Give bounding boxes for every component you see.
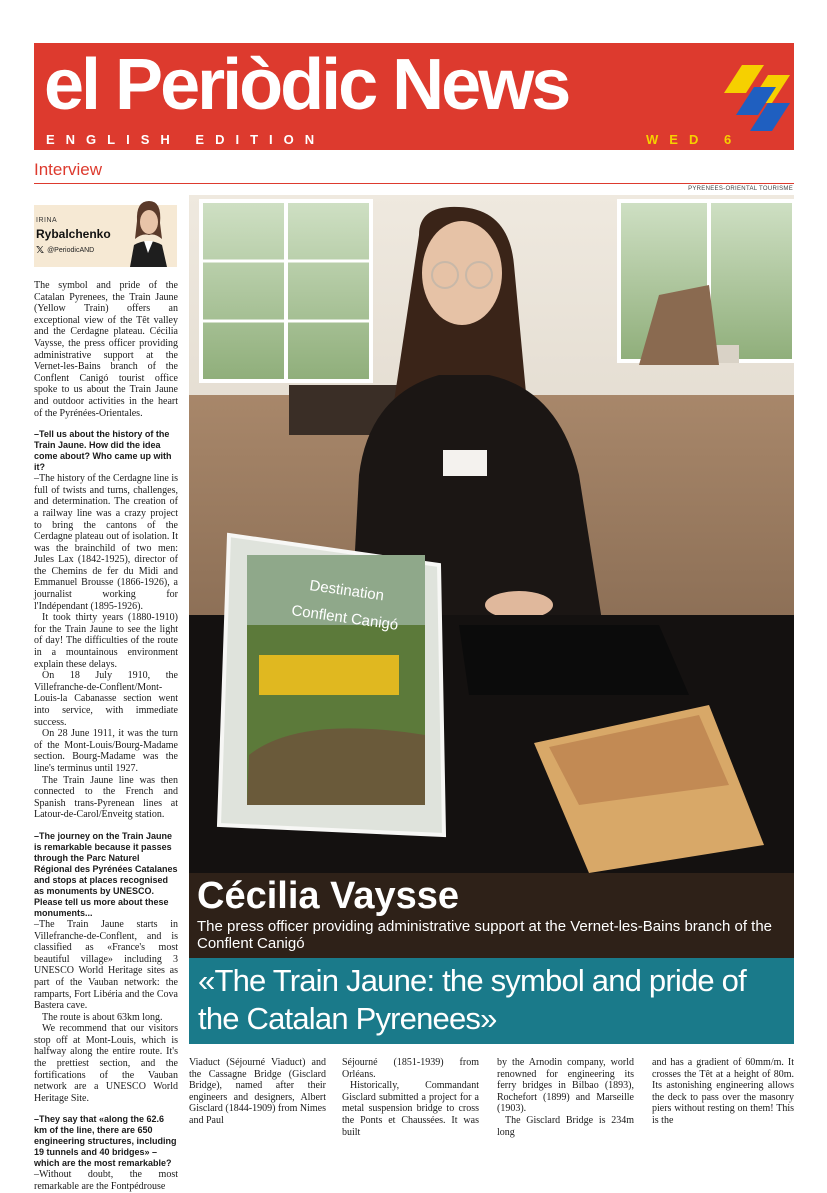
interview-answer: –Without doubt, the most remarkable are the Fontpédrouse xyxy=(34,1169,178,1193)
section-label: Interview xyxy=(34,160,103,179)
headline-quote: «The Train Jaune: the symbol and pride of the Catalan Pyrenees» xyxy=(198,963,746,1036)
interviewee-subtitle: The press officer providing administrative support at the Vernet-les-Bains branch of the Conflent Canigó xyxy=(197,918,773,952)
masthead xyxy=(34,43,794,150)
x-logo-icon: 𝕏 xyxy=(36,245,45,256)
interview-question: –Tell us about the history of the Train Jaune. How did the idea come about? Who came up with it? xyxy=(34,429,172,473)
article-paragraph: The Train Jaune line was then connected to the French and Spanish trans-Pyrenean lines at Latour-de-Carol/Enveitg station. xyxy=(34,774,178,821)
article-paragraph: by the Arnodin company, world renowned for engineering its ferry bridges in Bilbao (1893), Rochefort (1899) and Marseille (1903). xyxy=(497,1057,634,1115)
article-paragraph: The Gisclard Bridge is 234m long xyxy=(497,1114,634,1138)
article-paragraph: Viaduct (Séjourné Viaduct) and the Cassagne Bridge (Gisclard Bridge), named after their engineers and designers, Albert Gisclard (1844-1909) from Nimes and Paul xyxy=(189,1057,326,1126)
interviewee-name: Cécilia Vaysse xyxy=(197,875,459,917)
article-paragraph: Historically, Commandant Gisclard submitted a project for a metal suspension bridge to cross the Ponts et Chaussées. It was built xyxy=(342,1080,479,1138)
article-column-left xyxy=(34,280,178,1193)
article-paragraph: On 18 July 1910, the Villefranche-de-Conflent/Mont-Louis-la Cabanasse section went into service, with immediate success. xyxy=(34,670,178,728)
article-column-5 xyxy=(652,1057,794,1157)
author-portrait xyxy=(120,193,177,267)
article-column-2 xyxy=(189,1057,326,1157)
article-paragraph: We recommend that our visitors stop off at Mont-Louis, which is halfway along the entire route. It's the prettiest section, and the fortifications of the Vauban network are a UNESCO World Heritage Site. xyxy=(34,1023,178,1104)
author-handle-row[interactable] xyxy=(36,245,94,256)
masthead-edition: ENGLISH EDITION xyxy=(46,132,326,147)
stand-line-2: Conflent Canigó xyxy=(290,602,400,634)
stand-line-1: Destination xyxy=(308,577,386,605)
interview-answer: –The Train Jaune starts in Villefranche-de-Conflent, and is classified as «France's most beautiful village» including 3 UNESCO World Heritage sites as part of the Vauban network: the ramparts, Fort Libéria and the Cova Bastera cave. xyxy=(34,918,178,1012)
interview-photo xyxy=(189,195,794,873)
interview-question: –They say that «along the 62.6 km of the line, there are 650 engineering structures, including 19 tunnels and 40 bridges» – which are the most remarkable? xyxy=(34,1114,177,1169)
author-handle[interactable]: @PeriodicAND xyxy=(47,247,95,254)
article-paragraph: The route is about 63km long. xyxy=(42,1011,163,1023)
author-last-name: Rybalchenko xyxy=(36,227,111,241)
section-divider xyxy=(34,183,794,184)
name-band xyxy=(189,873,794,958)
article-paragraph: On 28 June 1911, it was the turn of the Mont-Louis/Bourg-Madame section. Bourg-Madame was the line's terminus until 1927. xyxy=(34,728,178,774)
masthead-date: WED 6 xyxy=(646,132,743,147)
photo-credit: PYRENEES-ORIENTAL TOURISME xyxy=(688,186,793,192)
author-box xyxy=(34,205,177,267)
interview-answer: –The history of the Cerdagne line is full of twists and turns, challenges, and determination. The creation of a railway line was a crazy project to bring the cantons of the Cerdagne plateau out of isolation. It was the brainchild of two men: Jules Lax (1842-1925), director of the Chemins de fer du Midi and Emmanuel Brousse (1866-1926), a journalist working for l'Indépendant (1895-1926). xyxy=(34,473,178,612)
photo-illustration xyxy=(189,195,794,873)
article-column-4 xyxy=(497,1057,634,1157)
article-paragraph: It took thirty years (1880-1910) for the Train Jaune to see the light of day! The difficulties of the route in a mountainous environment explain these delays. xyxy=(34,612,178,670)
author-first-name: IRINA xyxy=(36,217,58,224)
quote-band xyxy=(189,958,794,1044)
stripes-logo-icon xyxy=(724,63,792,135)
article-paragraph: Séjourné (1851-1939) from Orléans. xyxy=(342,1057,479,1080)
interview-question: –The journey on the Train Jaune is remarkable because it passes through the Parc Naturel Régional des Pyrénées Catalanes and stops at places recognised as monuments by UNESCO. Please tell us more about these monuments... xyxy=(34,830,178,918)
masthead-title: el Periòdic News xyxy=(44,45,569,125)
article-paragraph: and has a gradient of 60mm/m. It crosses the Têt at a height of 80m. Its astonishing engineering allows the deck to pass over the masonry piers without resting on them! This is the xyxy=(652,1057,794,1126)
article-intro: The symbol and pride of the Catalan Pyrenees, the Train Jaune (Yellow Train) offers an exceptional view of the Têt valley and the Cerdagne plateau. Cécilia Vaysse, the press officer providing administrative support at the Vernet-les-Bains branch of the Conflent Canigó tourist office spoke to us about the Train Jaune and outdoor activities in the heart of the Pyrénées-Orientales. xyxy=(34,280,178,419)
article-column-3 xyxy=(342,1057,479,1157)
